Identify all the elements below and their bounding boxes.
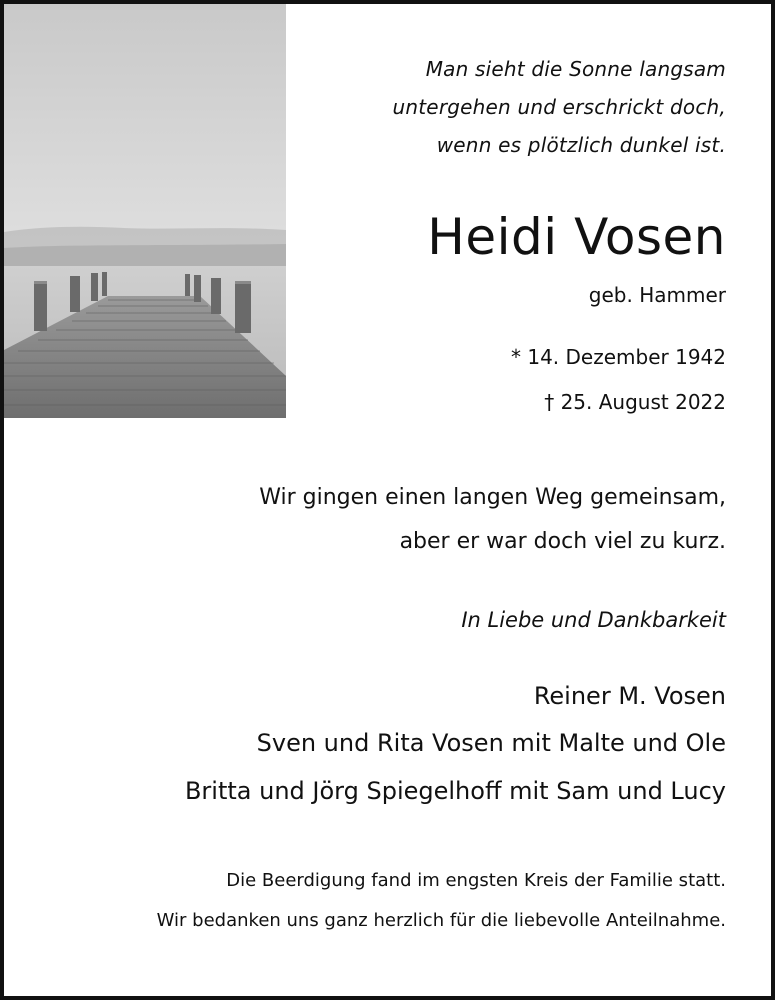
quote-line-1: Man sieht die Sonne langsam <box>425 57 726 81</box>
deceased-name: Heidi Vosen <box>427 208 726 266</box>
family-member-1: Reiner M. Vosen <box>533 682 726 710</box>
birth-date: * 14. Dezember 1942 <box>511 345 726 369</box>
birth-name: geb. Hammer <box>588 283 726 307</box>
quote-line-3: wenn es plötzlich dunkel ist. <box>436 133 726 157</box>
death-date: † 25. August 2022 <box>544 390 726 414</box>
family-member-3: Britta und Jörg Spiegelhoff mit Sam und Lucy <box>184 777 726 805</box>
closing-line-1: Die Beerdigung fand im engsten Kreis der Familie statt. <box>226 870 726 891</box>
closing-line-2: Wir bedanken uns ganz herzlich für die liebevolle Anteilnahme. <box>156 910 726 931</box>
jetty-photo <box>4 4 286 418</box>
jetty-photo-image <box>4 4 286 418</box>
motto-line-2: aber er war doch viel zu kurz. <box>399 529 726 554</box>
family-member-2: Sven und Rita Vosen mit Malte und Ole <box>256 729 726 757</box>
quote-line-2: untergehen und erschrickt doch, <box>392 95 726 119</box>
motto-line-1: Wir gingen einen langen Weg gemeinsam, <box>259 485 726 510</box>
dedication-line: In Liebe und Dankbarkeit <box>461 608 726 632</box>
